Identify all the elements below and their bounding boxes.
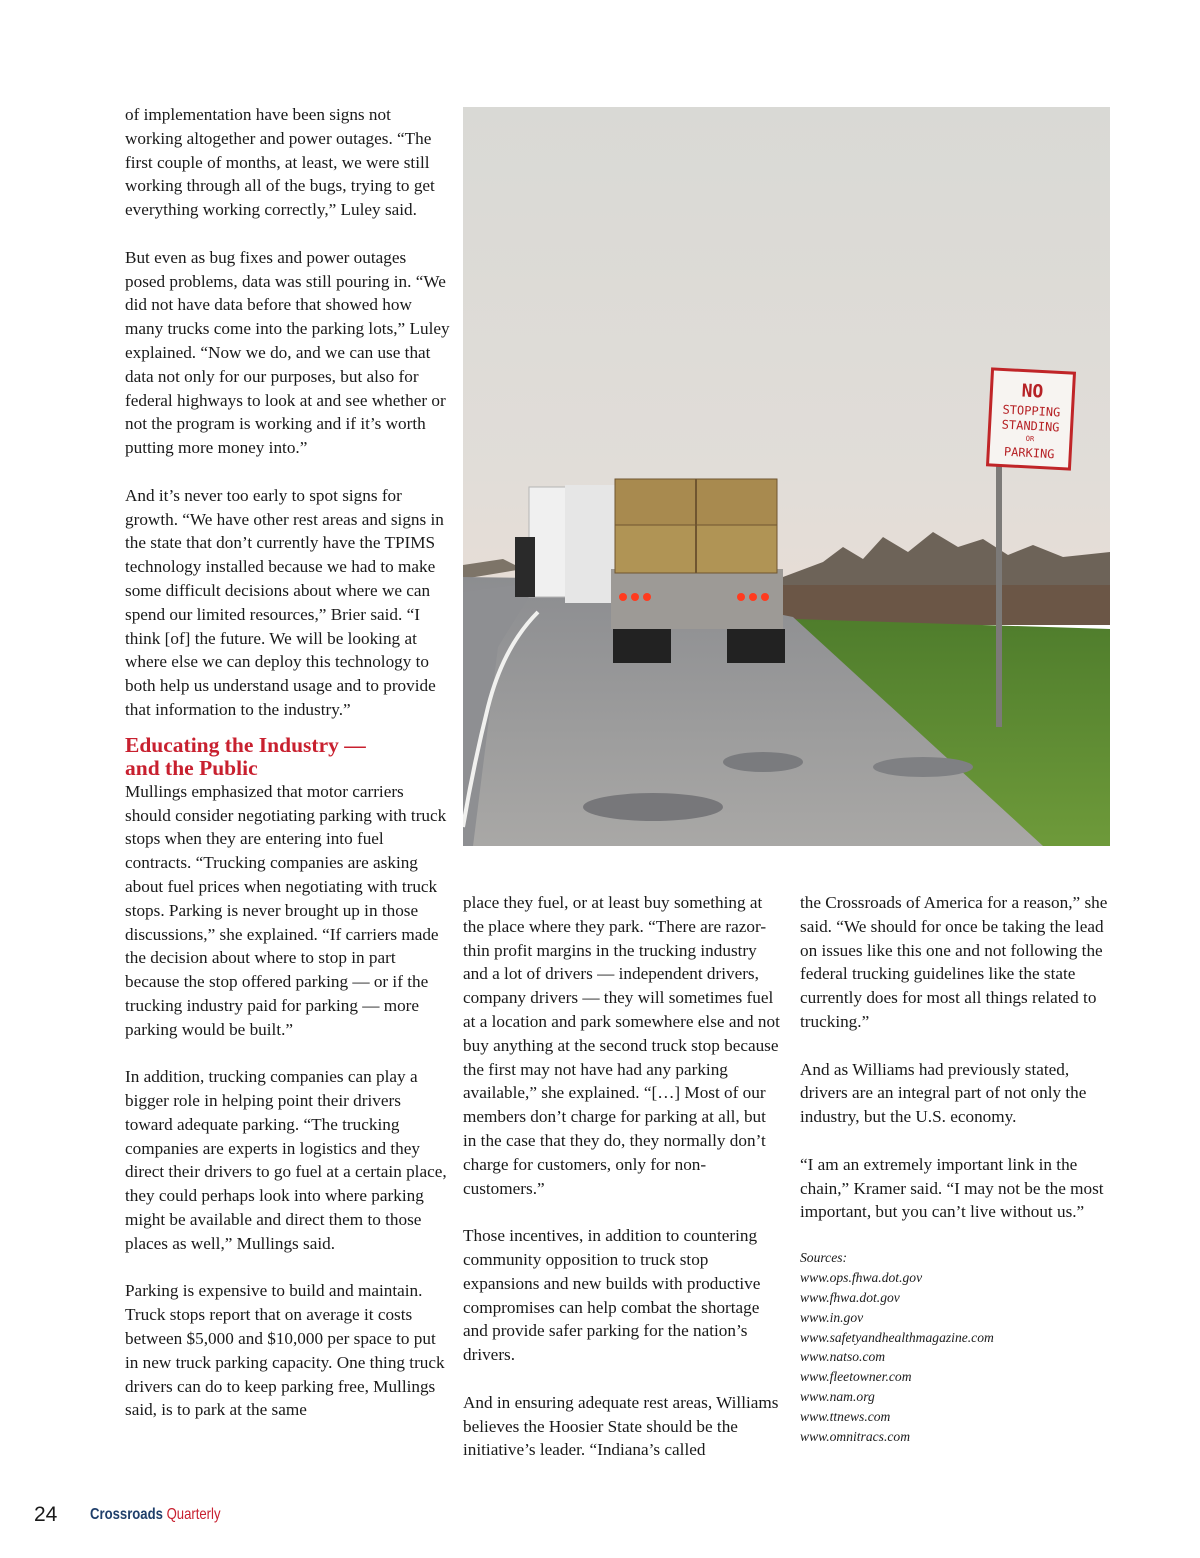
sources-label: Sources:: [800, 1249, 848, 1265]
sign-post: [996, 462, 1002, 727]
source-link[interactable]: www.natso.com: [800, 1349, 886, 1365]
source-link[interactable]: www.omnitracs.com: [800, 1429, 911, 1445]
section-heading-line-1: Educating the Industry —: [125, 732, 366, 757]
truck-photo: [463, 107, 1110, 846]
source-link[interactable]: www.in.gov: [800, 1309, 864, 1325]
page-number: 24: [34, 1503, 58, 1526]
article-column-1: [125, 103, 450, 1446]
article-column-3: [800, 891, 1110, 1447]
source-link[interactable]: www.ops.fhwa.dot.gov: [800, 1269, 923, 1285]
paragraph: And in ensuring adequate rest areas, Williams believes the Hoosier State should be the initiative’s leader. “Indiana’s called: [463, 1392, 779, 1460]
mud-flap: [613, 629, 671, 663]
publication-name: [90, 1506, 221, 1524]
section-heading: [125, 734, 450, 780]
paragraph: And it’s never too early to spot signs for growth. “We have other rest areas and signs in the state that don’t currently have the TPIMS technology installed because we had to make some difficult decisions about where we can spend our limited resources,” Brier said. “I think [of] the future. We will be looking at where else we can deploy this technology to both help us understand usage and to provide that information to the industry.”: [125, 485, 444, 719]
sources-list: [800, 1248, 1110, 1447]
sign-text-standing: STANDING: [1001, 417, 1060, 435]
paragraph: But even as bug fixes and power outages posed problems, data was still pouring in. “We did not have data before that showed how many trucks come into the parking lots,” Luley explained. “Now we do, and we can use that data not only for our purposes, but also for federal highways to look at and see whether or not the program is working and if it’s worth putting more money into.”: [125, 247, 450, 458]
tail-light: [737, 593, 745, 601]
sign-text-stopping: STOPPING: [1002, 402, 1061, 420]
section-heading-line-2: and the Public: [125, 755, 258, 780]
tail-light: [619, 593, 627, 601]
source-link[interactable]: www.safetyandhealthmagazine.com: [800, 1329, 994, 1345]
publication-name-part1: Crossroads: [90, 1506, 163, 1523]
paragraph: In addition, trucking companies can play a bigger role in helping point their drivers toward adequate parking. “The trucking companies are experts in logistics and they direct their drivers to go fuel at a certain place, they could perhaps look into where parking might be available and direct them to those places as well,” Mullings said.: [125, 1067, 447, 1253]
trailer-mid: [565, 485, 615, 603]
source-link[interactable]: www.fleetowner.com: [800, 1369, 912, 1385]
paragraph: of implementation have been signs not working altogether and power outages. “The first couple of months, at least, we were still working through all of the bugs, trying to get everything working correctly,” Luley said.: [125, 105, 435, 220]
pothole: [583, 793, 723, 821]
sign-text-parking: PARKING: [1003, 444, 1055, 462]
paragraph: the Crossroads of America for a reason,” she said. “We should for once be taking the lead on issues like this one and not following the federal trucking guidelines like the state currently does for most all things related to trucking.”: [800, 893, 1108, 1031]
publication-name-part2: Quarterly: [166, 1506, 221, 1523]
paragraph: place they fuel, or at least buy something at the place where they park. “There are razor-thin profit margins in the trucking industry and a lot of drivers — independent drivers, company drivers — they will sometimes fuel at a location and park somewhere else and not buy anything at the second truck stop because the first may not have had any parking available,” she explained. “[…] Most of our members don’t charge for parking at all, but in the case that they do, they normally don’t charge for customers, only for non-customers.”: [463, 893, 780, 1198]
sign-text-no: NO: [1021, 380, 1044, 403]
cab-far: [515, 537, 535, 597]
source-link[interactable]: www.fhwa.dot.gov: [800, 1289, 900, 1305]
paragraph: And as Williams had previously stated, drivers are an integral part of not only the industry, but the U.S. economy.: [800, 1059, 1087, 1127]
sign-text-or: OR: [1025, 434, 1035, 444]
source-link[interactable]: www.ttnews.com: [800, 1409, 891, 1425]
source-link[interactable]: www.nam.org: [800, 1389, 875, 1405]
paragraph: “I am an extremely important link in the chain,” Kramer said. “I may not be the most important, but you can’t live without us.”: [800, 1154, 1104, 1222]
tail-light: [749, 593, 757, 601]
paragraph: Mullings emphasized that motor carriers should consider negotiating parking with truck stops when they are entering into fuel contracts. “Trucking companies are asking about fuel prices when negotiating with truck stops. Parking is never brought up in those discussions,” she explained. “If carriers made the decision about where to stop in part because the stop offered parking — or if the trucking industry paid for parking — more parking would be built.”: [125, 781, 447, 1039]
tail-light: [631, 593, 639, 601]
tail-light: [761, 593, 769, 601]
pothole: [873, 757, 973, 777]
paragraph: Those incentives, in addition to countering community opposition to truck stop expansions and new builds with productive compromises can help combat the shortage and provide safer parking for the nation’s drivers.: [463, 1226, 761, 1365]
tail-light: [643, 593, 651, 601]
page-footer: [0, 1500, 1200, 1540]
pothole: [723, 752, 803, 772]
field: [783, 585, 1110, 625]
article-column-2: [463, 891, 781, 1486]
mud-flap: [727, 629, 785, 663]
paragraph: Parking is expensive to build and maintain. Truck stops report that on average it costs between $5,000 and $10,000 per space to put in new truck parking capacity. One thing truck drivers can do to keep parking free, Mullings said, is to park at the same: [125, 1281, 445, 1420]
